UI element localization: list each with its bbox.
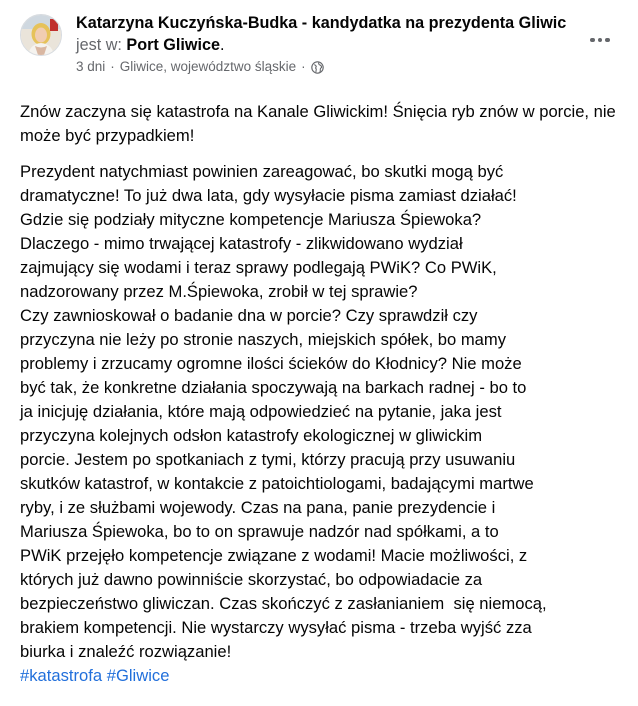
avatar-photo: [21, 15, 61, 55]
meta-separator: ·: [110, 59, 115, 74]
text-line: bezpieczeństwo gliwiczan. Czas skończyć z zasłanianiem się niemocą,: [20, 594, 547, 613]
dot-icon: [605, 38, 610, 43]
text-line: przyczyna nie leży po stronie naszych, miejskich spółek, bo mamy: [20, 330, 507, 349]
text-line: skutków katastrof, w kontakcie z patoichtiologami, badającymi martwe: [20, 474, 534, 493]
at-label: jest w:: [76, 36, 122, 54]
post-time[interactable]: 3 dni: [76, 59, 106, 74]
more-options-button[interactable]: [582, 22, 618, 58]
text-line: ja inicjuję działania, które mają odpowiedzieć na pytanie, jaka jest: [20, 402, 502, 421]
post-location[interactable]: Gliwice, województwo śląskie: [119, 59, 297, 74]
avatar[interactable]: [20, 14, 62, 56]
text-line: PWiK przejęło kompetencje związane z wodami! Macie możliwości, z: [20, 546, 528, 565]
meta-separator-2: ·: [301, 59, 306, 74]
text-line: biurka i znaleźć rozwiązanie!: [20, 642, 232, 661]
text-line: zajmujący się wodami i teraz sprawy podlegają PWiK? Co PWiK,: [20, 258, 497, 277]
post-content: [20, 100, 626, 688]
author-block: [76, 12, 578, 76]
hashtag-katastrofa[interactable]: #katastrofa: [20, 666, 103, 685]
post-header: [20, 12, 618, 92]
text-line: Gdzie się podziały mityczne kompetencje Mariusza Śpiewoka?: [20, 210, 482, 229]
text-line: przyczyna kolejnych odsłon katastrofy ekologicznej w gliwickim: [20, 426, 483, 445]
text-line: problemy i zrzucamy ogromne ilości ścieków do Kłodnicy? Nie może: [20, 354, 522, 373]
post-paragraph-1: Znów zaczyna się katastrofa na Kanale Gliwickim! Śnięcia ryb znów w porcie, nie może być przypadkiem!: [20, 102, 616, 145]
place-link[interactable]: Port Gliwice: [126, 36, 220, 54]
text-line: Mariusza Śpiewoka, bo to on sprawuje nadzór nad spółkami, a to: [20, 522, 499, 541]
text-line: Prezydent natychmiast powinien zareagować, bo skutki mogą być: [20, 162, 504, 181]
author-name[interactable]: Katarzyna Kuczyńska-Budka - kandydatka na prezydenta Gliwic: [76, 14, 567, 32]
dot-icon: [590, 38, 595, 43]
globe-icon[interactable]: [311, 61, 324, 74]
text-line: Dlaczego - mimo trwającej katastrofy - zlikwidowano wydział: [20, 234, 463, 253]
text-line: których już dawno powinniście skorzystać, bo odpowiadacie za: [20, 570, 483, 589]
text-line: porcie. Jestem po spotkaniach z tymi, którzy pracują przy usuwaniu: [20, 450, 516, 469]
text-line: ryby, i ze służbami wojewody. Czas na pana, panie prezydencie i: [20, 498, 496, 517]
text-line: Czy zawnioskował o badanie dna w porcie? Czy sprawdził czy: [20, 306, 478, 325]
text-line: brakiem kompetencji. Nie wystarczy wysyłać pisma - trzeba wyjść zza: [20, 618, 532, 637]
post-paragraph-2: [20, 160, 626, 688]
text-line: nadzorowany przez M.Śpiewoka, zrobił w tej sprawie?: [20, 282, 418, 301]
text-line: dramatyczne! To już dwa lata, gdy wysyłacie pisma zamiast działać!: [20, 186, 517, 205]
post-meta: [76, 58, 578, 76]
dot-icon: [598, 38, 603, 43]
text-line: być tak, że konkretne działania spoczywają na barkach radnej - bo to: [20, 378, 527, 397]
author-line: [76, 12, 578, 56]
hashtags: [20, 666, 169, 685]
hashtag-gliwice[interactable]: #Gliwice: [106, 666, 170, 685]
place-suffix: .: [219, 36, 225, 54]
